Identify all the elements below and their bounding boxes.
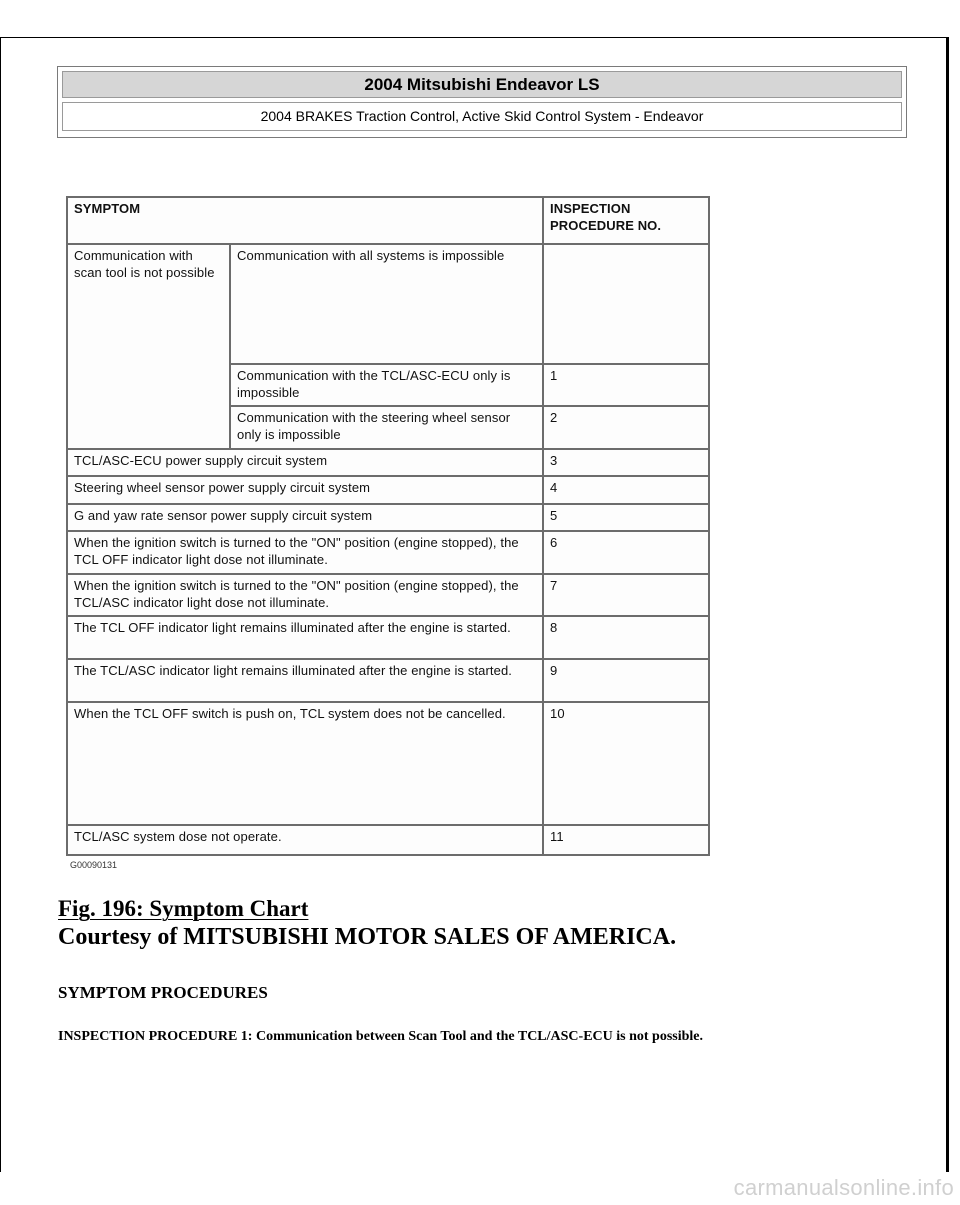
symptom-header: SYMPTOM [67, 197, 543, 244]
table-row [67, 702, 709, 826]
procedure-cell: 4 [543, 476, 709, 503]
table-row [67, 616, 709, 659]
symptom-chart-figure [66, 196, 708, 856]
procedure-cell: 7 [543, 574, 709, 617]
table-row [67, 449, 709, 476]
table-row [67, 504, 709, 531]
symptom-cell: The TCL/ASC indicator light remains illuminated after the engine is started. [67, 659, 543, 702]
procedure-cell: 3 [543, 449, 709, 476]
figure-caption-link[interactable]: Fig. 196: Symptom Chart [58, 896, 309, 921]
table-row [67, 476, 709, 503]
procedure-header: INSPECTION PROCEDURE NO. [543, 197, 709, 244]
procedure-cell: 8 [543, 616, 709, 659]
figure-courtesy: Courtesy of MITSUBISHI MOTOR SALES OF AMERICA. [58, 924, 677, 950]
table-row [67, 244, 709, 364]
document-title: 2004 Mitsubishi Endeavor LS [62, 71, 902, 98]
document-subtitle: 2004 BRAKES Traction Control, Active Skid Control System - Endeavor [62, 102, 902, 131]
symptom-cell: When the TCL OFF switch is push on, TCL system does not be cancelled. [67, 702, 543, 826]
procedure-cell: 9 [543, 659, 709, 702]
symptom-cell: TCL/ASC system dose not operate. [67, 825, 543, 855]
procedure-cell: 2 [543, 406, 709, 449]
table-row [67, 659, 709, 702]
table-row [67, 825, 709, 855]
procedure-cell: 6 [543, 531, 709, 574]
procedure-cell: 1 [543, 364, 709, 407]
symptom-cell: Communication with all systems is impossible [230, 244, 543, 364]
procedure-heading: INSPECTION PROCEDURE 1: Communication between Scan Tool and the TCL/ASC-ECU is not possible. [58, 1029, 704, 1044]
procedure-cell: 11 [543, 825, 709, 855]
symptom-cell: Communication with the steering wheel sensor only is impossible [230, 406, 543, 449]
symptom-table [66, 196, 710, 856]
table-header-row [67, 197, 709, 244]
symptom-cell: When the ignition switch is turned to the "ON" position (engine stopped), the TCL OFF indicator light dose not illuminate. [67, 531, 543, 574]
procedure-cell: 5 [543, 504, 709, 531]
watermark-text: carmanualsonline.info [733, 1175, 954, 1200]
table-row [67, 531, 709, 574]
figure-code: G00090131 [70, 860, 118, 870]
symptom-cell: Steering wheel sensor power supply circuit system [67, 476, 543, 503]
table-row [67, 574, 709, 617]
symptom-cell: TCL/ASC-ECU power supply circuit system [67, 449, 543, 476]
symptom-cell: Communication with the TCL/ASC-ECU only is impossible [230, 364, 543, 407]
comm-group-label: Communication with scan tool is not possible [67, 244, 230, 449]
symptom-cell: When the ignition switch is turned to the "ON" position (engine stopped), the TCL/ASC indicator light dose not illuminate. [67, 574, 543, 617]
document-header [57, 66, 907, 138]
symptom-cell: G and yaw rate sensor power supply circuit system [67, 504, 543, 531]
procedure-cell [543, 244, 709, 364]
section-heading: SYMPTOM PROCEDURES [58, 983, 268, 1002]
procedure-cell: 10 [543, 702, 709, 826]
symptom-cell: The TCL OFF indicator light remains illuminated after the engine is started. [67, 616, 543, 659]
